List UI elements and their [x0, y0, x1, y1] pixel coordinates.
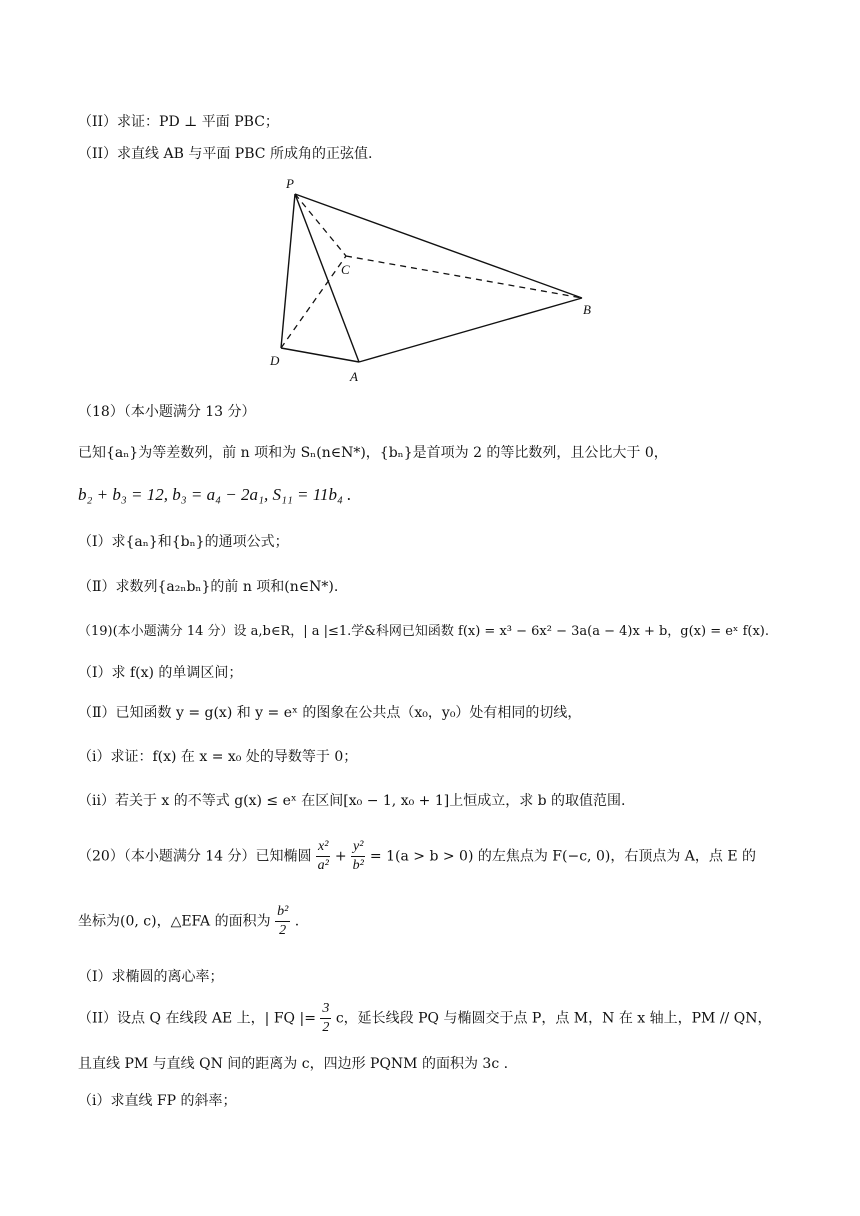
- q19-part2-ii: （ii）若关于 x 的不等式 g(x) ≤ eˣ 在区间[x₀ − 1, x₀ + 1]上恒成立，求 b 的取值范围.: [78, 793, 626, 809]
- edge-PA: [295, 194, 359, 362]
- q20-part2-cont: 且直线 PM 与直线 QN 间的距离为 c，四边形 PQNM 的面积为 3c .: [78, 1056, 509, 1072]
- q18-part1: （Ⅰ）求{aₙ}和{bₙ}的通项公式；: [78, 534, 289, 550]
- q20-part2: （II）设点 Q 在线段 AE 上，| FQ |= $\frac{3}{2}$ c，延长线段 PQ 与椭圆交于点 P，点 M，N 在 x 轴上，PM // QN，: [78, 1001, 772, 1035]
- q19-part1: （Ⅰ）求 f(x) 的单调区间；: [78, 665, 243, 681]
- q20-statement: （20）（本小题满分 14 分）已知椭圆 $\frac{\text{x²}}{\text{a²}}$ + $\frac{\text{y²}}{\text{b²}}$ = 1(a > b > 0) 的左焦点为 F(−c, 0)，右顶点为 A，点 E 的: [78, 839, 757, 873]
- edge-CB: [346, 256, 582, 298]
- label-D: D: [270, 353, 280, 368]
- edge-DA: [281, 348, 359, 362]
- q18-header: （18）（本小题满分 13 分）: [78, 404, 256, 420]
- edge-AB: [359, 298, 582, 362]
- label-C: C: [341, 262, 350, 277]
- pyramid-figure: [262, 172, 602, 384]
- q20-part1: （I）求椭圆的离心率；: [78, 969, 224, 985]
- fraction-x2-a2: $\frac{\text{x²}}{\text{a²}}$: [317, 839, 329, 873]
- q20-area: 坐标为(0, c)，△EFA 的面积为 $\frac{\text{b²}}{2}$ .: [78, 904, 300, 938]
- q18-conditions: b₂ + b₃ = 12, b₃ = a₄ − 2a₁, S₁₁ = 11b₄ .: [78, 485, 352, 504]
- label-B: B: [583, 302, 591, 317]
- q19-part2: （Ⅱ）已知函数 y = g(x) 和 y = eˣ 的图象在公共点（x₀，y₀）处有相同的切线，: [78, 705, 582, 721]
- q18-part2: （Ⅱ）求数列{a₂ₙbₙ}的前 n 项和(n∈N*).: [78, 579, 339, 595]
- line-q17-part3: （II）求直线 AB 与平面 PBC 所成角的正弦值.: [78, 146, 373, 162]
- label-P: P: [286, 176, 294, 191]
- line-q17-part2: （II）求证：PD ⊥ 平面 PBC；: [78, 114, 279, 130]
- q18-statement: 已知{aₙ}为等差数列，前 n 项和为 Sₙ(n∈N*)，{bₙ}是首项为 2 的等比数列，且公比大于 0，: [78, 445, 668, 461]
- q19-part2-i: （i）求证：f(x) 在 x = x₀ 处的导数等于 0；: [78, 749, 358, 765]
- q19-statement: （19)(本小题满分 14 分）设 a,b∈R，| a |≤1.学&科网已知函数 f(x) = x³ − 6x² − 3a(a − 4)x + b，g(x) = eˣ f(x).: [78, 624, 769, 639]
- fraction-y2-b2: $\frac{\text{y²}}{\text{b²}}$: [352, 839, 364, 873]
- q20-part2-i: （i）求直线 FP 的斜率；: [78, 1093, 237, 1109]
- label-A: A: [350, 369, 358, 384]
- fraction-3-over-2: $\frac{3}{2}$: [322, 1001, 330, 1035]
- edge-PD: [281, 194, 295, 348]
- fraction-b2-over-2: $\frac{\text{b²}}{2}$: [277, 904, 289, 938]
